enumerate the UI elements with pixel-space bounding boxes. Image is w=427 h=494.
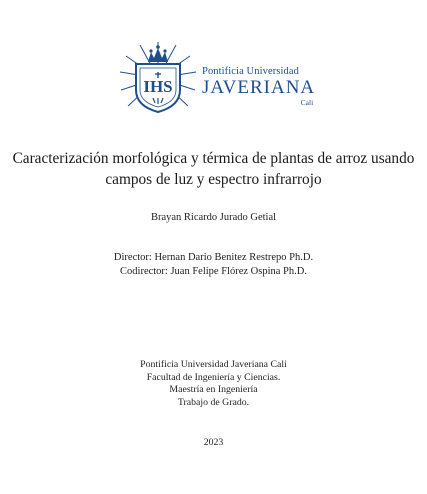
advisors-block [0,251,427,279]
institution-document-type: Trabajo de Grado. [177,396,250,408]
institution-faculty: Facultad de Ingeniería y Ciencias. [146,371,281,383]
institution-block [0,359,427,409]
thesis-title [0,148,427,190]
logo-university-name: JAVERIANA [202,77,316,98]
codirector-line: Codirector: Juan Felipe Flórez Ospina Ph.D. [120,266,307,277]
thesis-title-line-2: campos de luz y espectro infrarrojo [105,171,322,188]
institution-program: Maestría en Ingeniería [169,384,258,395]
director-line: Director: Hernan Dario Benitez Restrepo Ph.D. [113,252,314,263]
university-crest-icon [118,40,198,116]
thesis-title-line-1: Caracterización morfológica y térmica de plantas de arroz usando [12,150,415,167]
author-name: Brayan Ricardo Jurado Getial [150,212,277,223]
crest-letters: IHS [143,77,173,96]
logo-campus: Cali [300,98,314,107]
logo-wordmark [202,66,315,107]
publication-year: 2023 [203,437,224,448]
institution-university: Pontificia Universidad Javeriana Cali [140,359,287,370]
university-logo [118,40,314,116]
logo-university-prefix: Pontificia Universidad [202,66,299,77]
